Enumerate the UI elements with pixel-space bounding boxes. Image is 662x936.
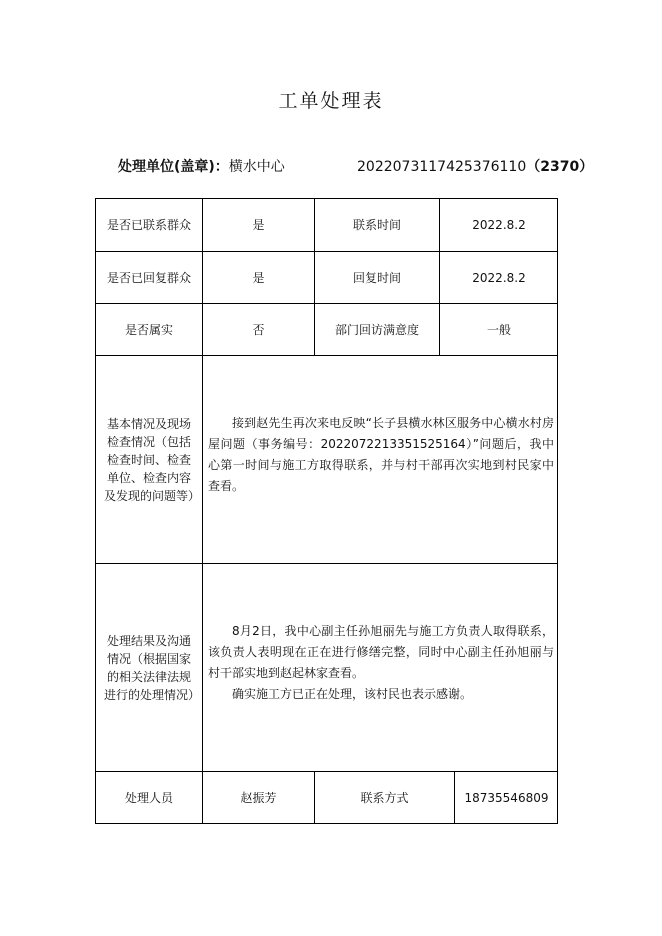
inspection-content [206, 413, 556, 497]
replied-label: 是否已回复群众 [106, 270, 191, 285]
order-number [357, 156, 593, 176]
contact-method-label: 联系方式 [360, 791, 409, 805]
order-suffix: （2370） [526, 159, 594, 175]
verified-label: 是否属实 [124, 322, 173, 337]
inspection-label: 基本情况及现场检查情况（包括检查时间、检查单位、检查内容及发现的问题等） [104, 416, 201, 503]
verified-value: 否 [252, 322, 265, 337]
page-title: 工单处理表 [278, 90, 384, 112]
result-text-2: 确实施工方已正在处理，该村民也表示感谢。 [232, 687, 473, 701]
replied-value: 是 [252, 270, 265, 285]
result-content [206, 621, 556, 705]
contacted-label: 是否已联系群众 [106, 218, 191, 232]
satisfaction-value: 一般 [486, 322, 511, 337]
satisfaction-label: 部门回访满意度 [334, 322, 419, 337]
reply-time-label: 回复时间 [352, 270, 401, 285]
contact-time-label: 联系时间 [352, 218, 401, 232]
work-order-table [95, 198, 558, 824]
processing-unit-label: 处理单位(盖章)： [118, 159, 229, 175]
handler-label: 处理人员 [124, 791, 173, 805]
order-code: 2022073117425376110 [357, 159, 527, 175]
processing-unit [118, 156, 285, 176]
processing-unit-name: 横水中心 [228, 159, 285, 175]
contact-time-value: 2022.8.2 [472, 218, 526, 232]
handler-value: 赵振芳 [240, 791, 277, 805]
result-text-1: 8月2日，我中心副主任孙旭丽先与施工方负责人取得联系，该负责人表明现在正在进行修缮完整，同时中心副主任孙旭丽与村干部实地到赵起林家查看。 [208, 624, 554, 680]
reply-time-value: 2022.8.2 [472, 270, 526, 285]
result-label: 处理结果及沟通情况（根据国家的相关法律法规进行的处理情况） [104, 633, 201, 702]
inspection-text: 接到赵先生再次来电反映“长子县横水林区服务中心横水村房屋问题（事务编号：2022072213351525164）”问题后，我中心第一时间与施工方取得联系，并与村干部再次实地到村民家中查看。 [208, 416, 554, 493]
contact-method-value: 18735546809 [464, 791, 549, 805]
contacted-value: 是 [252, 218, 265, 232]
